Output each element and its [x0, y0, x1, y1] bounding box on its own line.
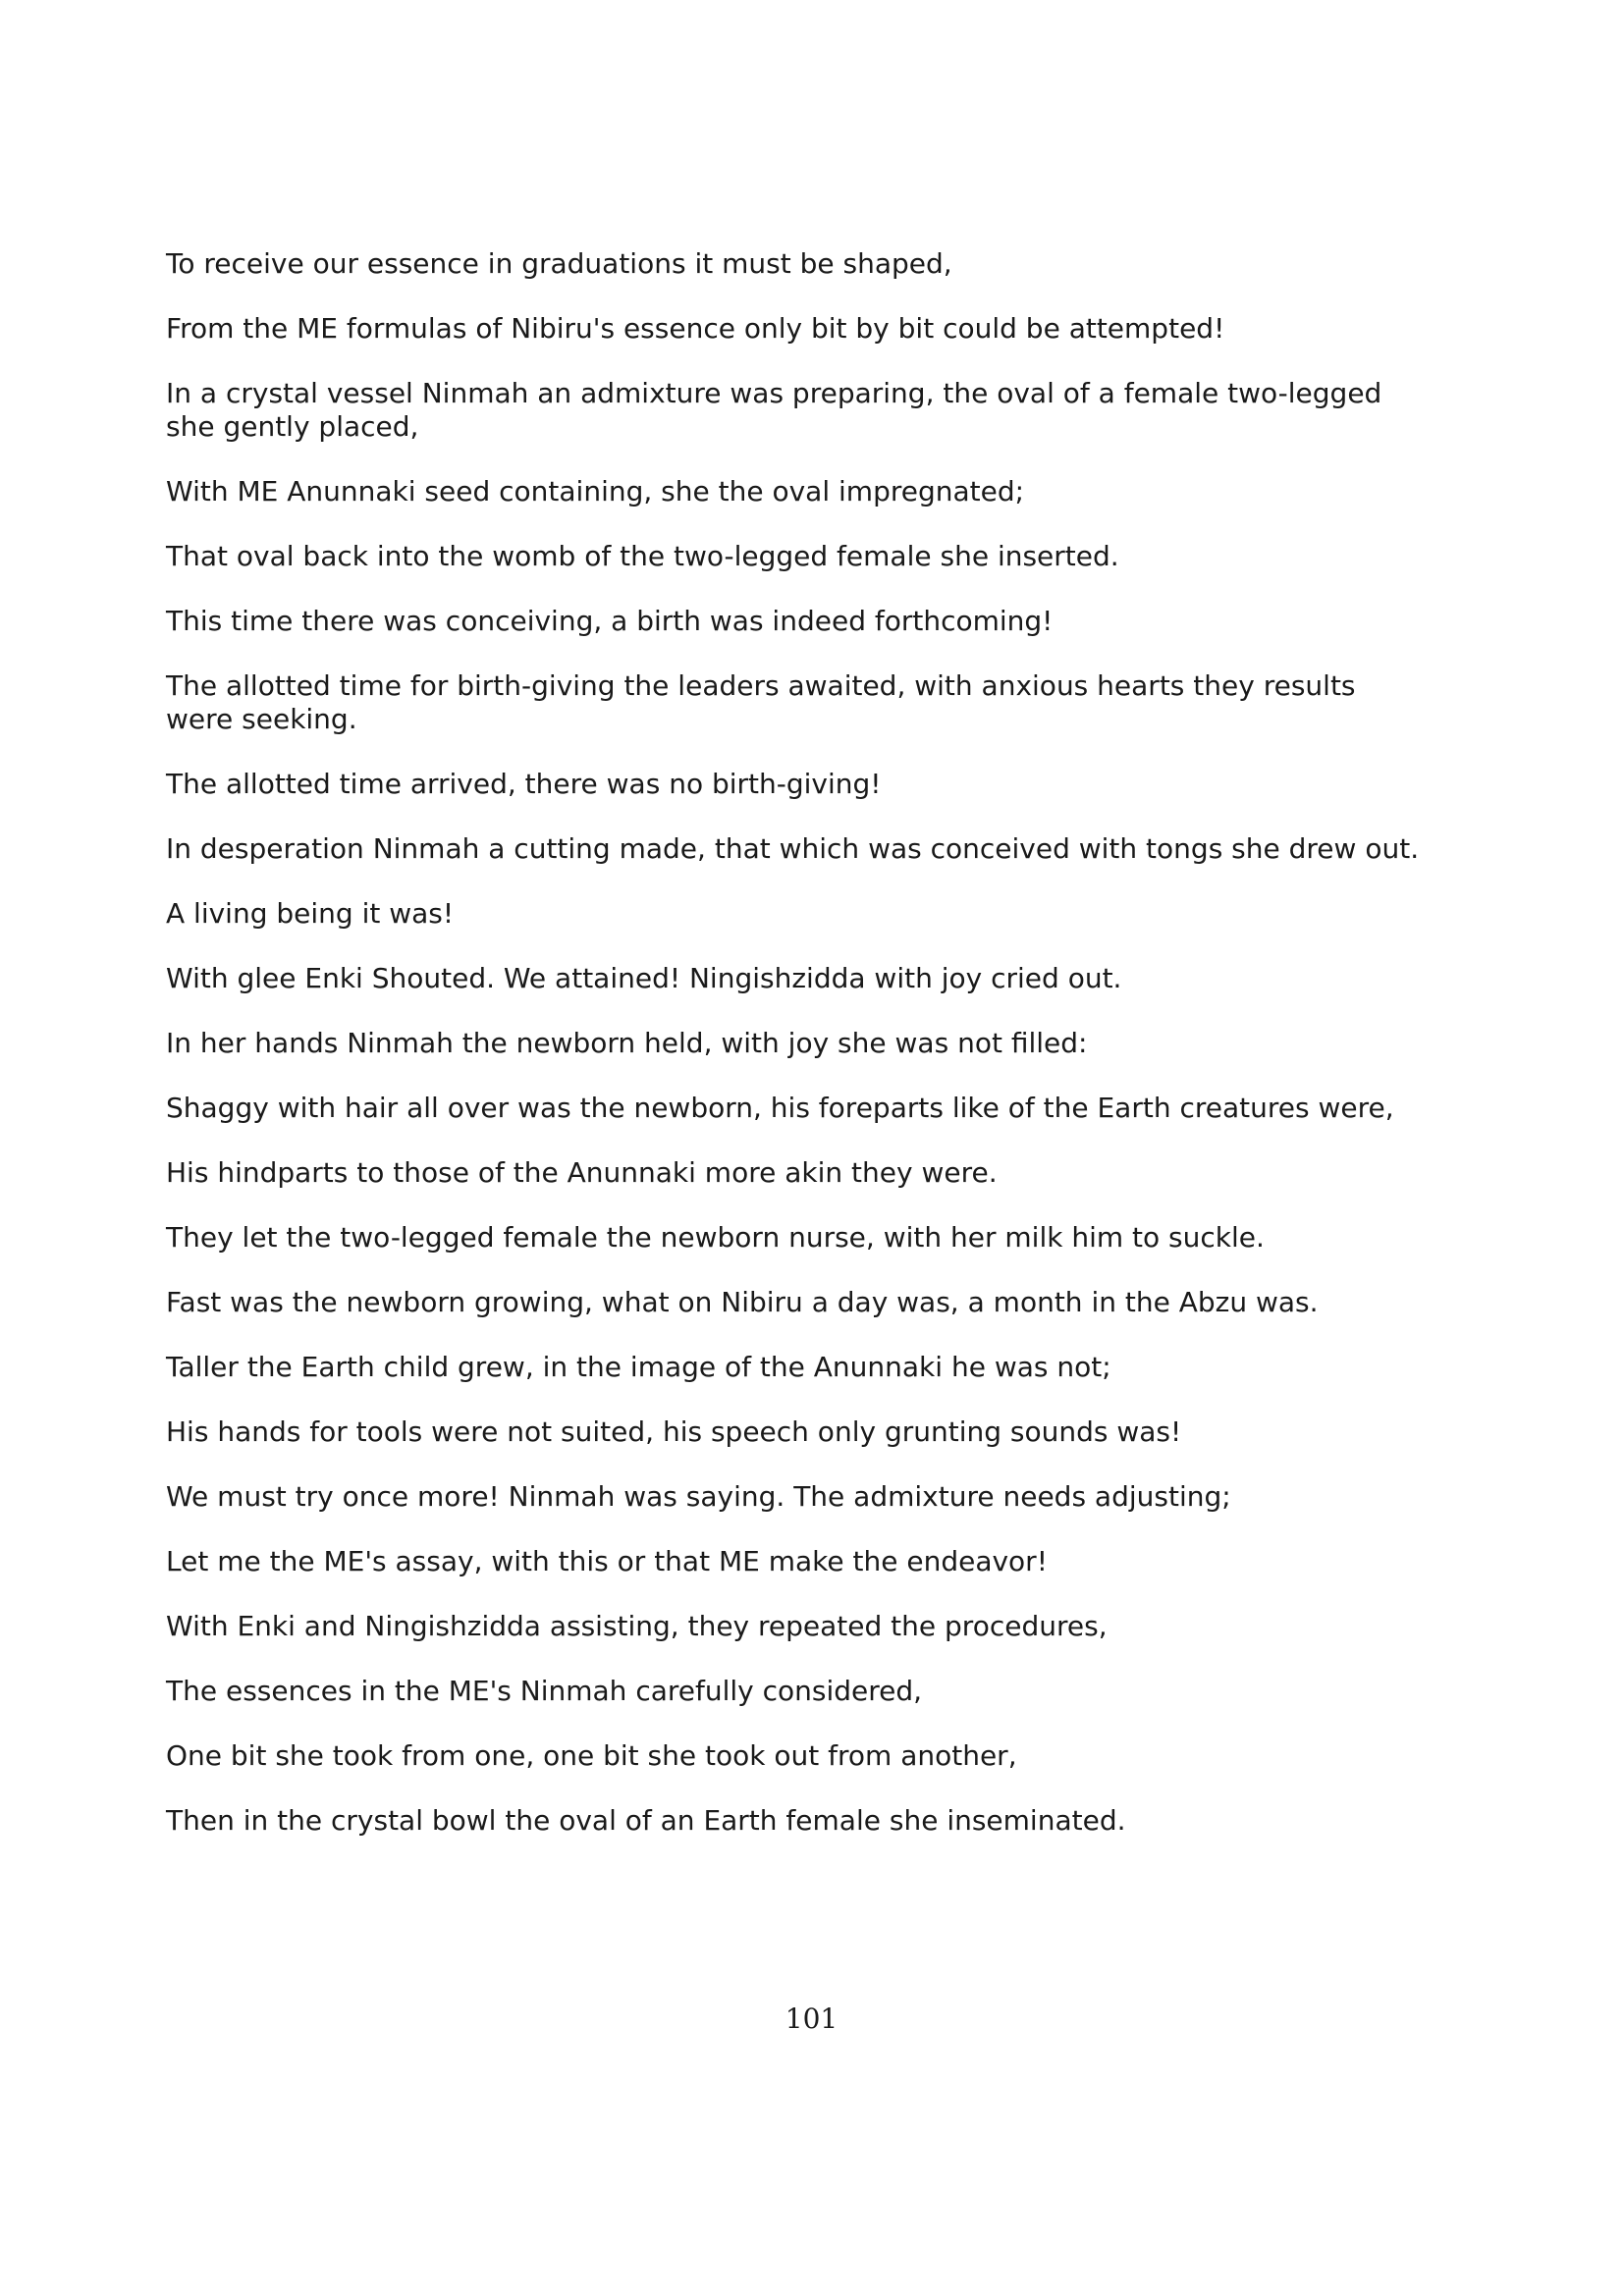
paragraph: With ME Anunnaki seed containing, she the oval impregnated;: [166, 475, 1025, 507]
paragraph: Shaggy with hair all over was the newborn, his foreparts like of the Earth creatures were,: [166, 1092, 1394, 1124]
paragraph: Then in the crystal bowl the oval of an Earth female she inseminated.: [166, 1804, 1126, 1837]
paragraph: The allotted time arrived, there was no birth-giving!: [166, 768, 882, 800]
page-number: 101: [784, 2002, 839, 2035]
paragraph: In desperation Ninmah a cutting made, that which was conceived with tongs she drew out.: [166, 832, 1420, 865]
paragraph: His hindparts to those of the Anunnaki more akin they were.: [166, 1156, 998, 1189]
paragraph: In a crystal vessel Ninmah an admixture was preparing, the oval of a female two-legged she gently placed,: [166, 377, 1382, 443]
body-text: [166, 247, 1423, 1869]
paragraph: They let the two-legged female the newborn nurse, with her milk him to suckle.: [166, 1221, 1265, 1254]
paragraph: The essences in the ME's Ninmah carefully considered,: [166, 1675, 923, 1707]
paragraph: Fast was the newborn growing, what on Nibiru a day was, a month in the Abzu was.: [166, 1286, 1319, 1318]
paragraph: In her hands Ninmah the newborn held, with joy she was not filled:: [166, 1027, 1088, 1059]
paragraph: Taller the Earth child grew, in the image of the Anunnaki he was not;: [166, 1351, 1111, 1383]
paragraph: Let me the ME's assay, with this or that ME make the endeavor!: [166, 1545, 1048, 1577]
paragraph: That oval back into the womb of the two-legged female she inserted.: [166, 540, 1119, 572]
paragraph: One bit she took from one, one bit she took out from another,: [166, 1739, 1017, 1772]
paragraph: A living being it was!: [166, 897, 455, 930]
paragraph: The allotted time for birth-giving the leaders awaited, with anxious hearts they results were seeking.: [166, 669, 1356, 735]
paragraph: His hands for tools were not suited, his speech only grunting sounds was!: [166, 1415, 1182, 1448]
paragraph: We must try once more! Ninmah was saying. The admixture needs adjusting;: [166, 1480, 1231, 1513]
paragraph: This time there was conceiving, a birth was indeed forthcoming!: [166, 605, 1054, 637]
paragraph: With glee Enki Shouted. We attained! Ningishzidda with joy cried out.: [166, 962, 1122, 994]
paragraph: With Enki and Ningishzidda assisting, they repeated the procedures,: [166, 1610, 1108, 1642]
paragraph: From the ME formulas of Nibiru's essence only bit by bit could be attempted!: [166, 312, 1225, 345]
paragraph: To receive our essence in graduations it must be shaped,: [166, 247, 952, 280]
